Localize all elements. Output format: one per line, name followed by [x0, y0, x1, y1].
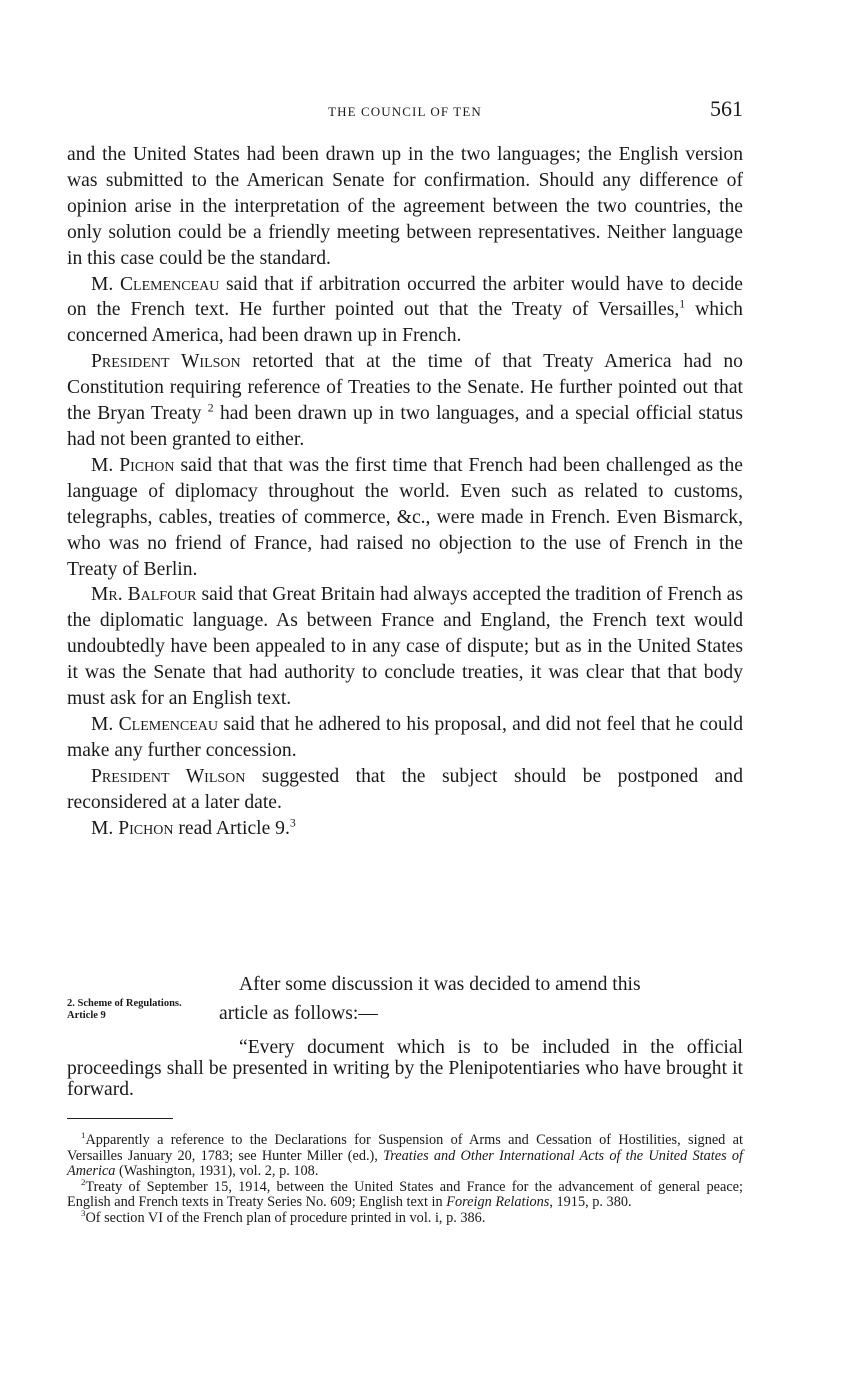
footnotes: [67, 1130, 743, 1227]
section-text-line: After some discussion it was decided to amend this: [239, 974, 641, 995]
footnote-ref: 1: [679, 297, 686, 311]
speaker-name: M. Clemenceau: [91, 273, 220, 295]
footnote-number: 2: [81, 1177, 86, 1188]
paragraph-clemenceau-2: [67, 712, 743, 764]
article-9-section: [67, 972, 743, 1027]
footnote-text: Of section VI of the French plan of procedure printed in vol. i, p. 386.: [85, 1209, 486, 1226]
footnote-ref: 2: [207, 401, 214, 415]
footnote-text: , 1915, p. 380.: [549, 1194, 632, 1211]
paragraph-text: said that that was the first time that French had been challenged as the language of diplomacy throughout the world. Even such as related to customs, telegraphs, cables, treaties of commerce, &c., were made in French. Even Bismarck, who was no friend of France, had raised no objection to the use of French in the Treaty of Berlin.: [67, 454, 743, 580]
footnote-text: Apparently a reference to the Declarations for Suspension of Arms and Cessation of Hostilities, signed at Versailles January 20, 1783; see Hunter Miller (ed.),: [67, 1132, 743, 1164]
paragraph-text: which concerned America, had been drawn up in French.: [67, 299, 743, 347]
paragraph-continuation: [67, 142, 743, 272]
speaker-name: M. Pichon: [91, 454, 175, 476]
footnote-title: Treaties and Other International Acts of the United States of America: [67, 1147, 743, 1180]
footnote-number: 3: [81, 1208, 86, 1219]
speaker-name: M. Clemenceau: [91, 713, 218, 735]
paragraph-wilson-2: [67, 764, 743, 816]
paragraph-pichon-2: [67, 816, 743, 842]
paragraph-text: retorted that at the time of that Treaty America had no Constitution requiring reference of Treaties to the Senate. He further pointed out that the Bryan Treaty: [67, 351, 743, 425]
section-text-line: article as follows:—: [219, 1003, 378, 1024]
paragraph-text: said that he adhered to his proposal, and did not feel that he could make any further concession.: [67, 713, 743, 761]
footnote-divider: [67, 1118, 173, 1119]
page-header: [67, 96, 743, 126]
paragraph-pichon-1: [67, 453, 743, 583]
paragraph-text: said that if arbitration occurred the arbiter would have to decide on the French text. He further pointed out that the Treaty of Versailles,: [67, 273, 743, 321]
footnote-ref: 3: [289, 816, 296, 830]
footnote-text: (Washington, 1931), vol. 2, p. 108.: [115, 1163, 319, 1180]
paragraph-text: had been drawn up in two languages, and a special official status had not been granted to either.: [67, 403, 744, 450]
paragraph-text: read Article 9.: [173, 817, 290, 839]
body-text: [67, 142, 743, 841]
paragraph-text: suggested that the subject should be postponed and reconsidered at a later date.: [67, 765, 743, 813]
quote-text: “Every document which is to be included in the official proceedings shall be presented in writing by the Plenipotentiaries who have brought it forward.: [67, 1037, 743, 1100]
speaker-name: President Wilson: [91, 351, 241, 373]
margin-sidenote: 2. Scheme of Regulations. Article 9: [67, 998, 182, 1021]
speaker-name: Mr. Balfour: [91, 584, 197, 606]
footnote-3: [67, 1208, 743, 1227]
footnote-2: [67, 1177, 743, 1211]
paragraph-wilson-1: [67, 349, 743, 453]
page-number: 561: [710, 96, 743, 121]
paragraph-balfour: [67, 582, 743, 712]
footnote-text: Treaty of September 15, 1914, between the United States and France for the advancement of general peace; English and French texts in Treaty Series No. 609; English text in: [67, 1178, 743, 1211]
quoted-article: [67, 1037, 743, 1100]
speaker-name: President Wilson: [91, 765, 246, 787]
paragraph-clemenceau-1: [67, 272, 743, 350]
footnote-number: 1: [81, 1130, 86, 1141]
footnote-1: [67, 1130, 743, 1180]
footnote-title: Foreign Relations: [446, 1194, 550, 1211]
paragraph-text: and the United States had been drawn up in the two languages; the English version was submitted to the American Senate for confirmation. Should any difference of opinion arise in the interpretation of the agreement between the two countries, the only solution could be a friendly meeting between representatives. Neither language in this case could be the standard.: [67, 144, 743, 269]
speaker-name: M. Pichon: [91, 817, 174, 839]
running-head: THE COUNCIL OF TEN: [328, 104, 482, 119]
paragraph-text: said that Great Britain had always accepted the tradition of French as the diplomatic language. As between France and England, the French text would undoubtedly have been appealed to in any case of dispute; but as in the United States it was the Senate that had authority to conclude treaties, it was clear that that body must ask for an English text.: [67, 584, 743, 710]
